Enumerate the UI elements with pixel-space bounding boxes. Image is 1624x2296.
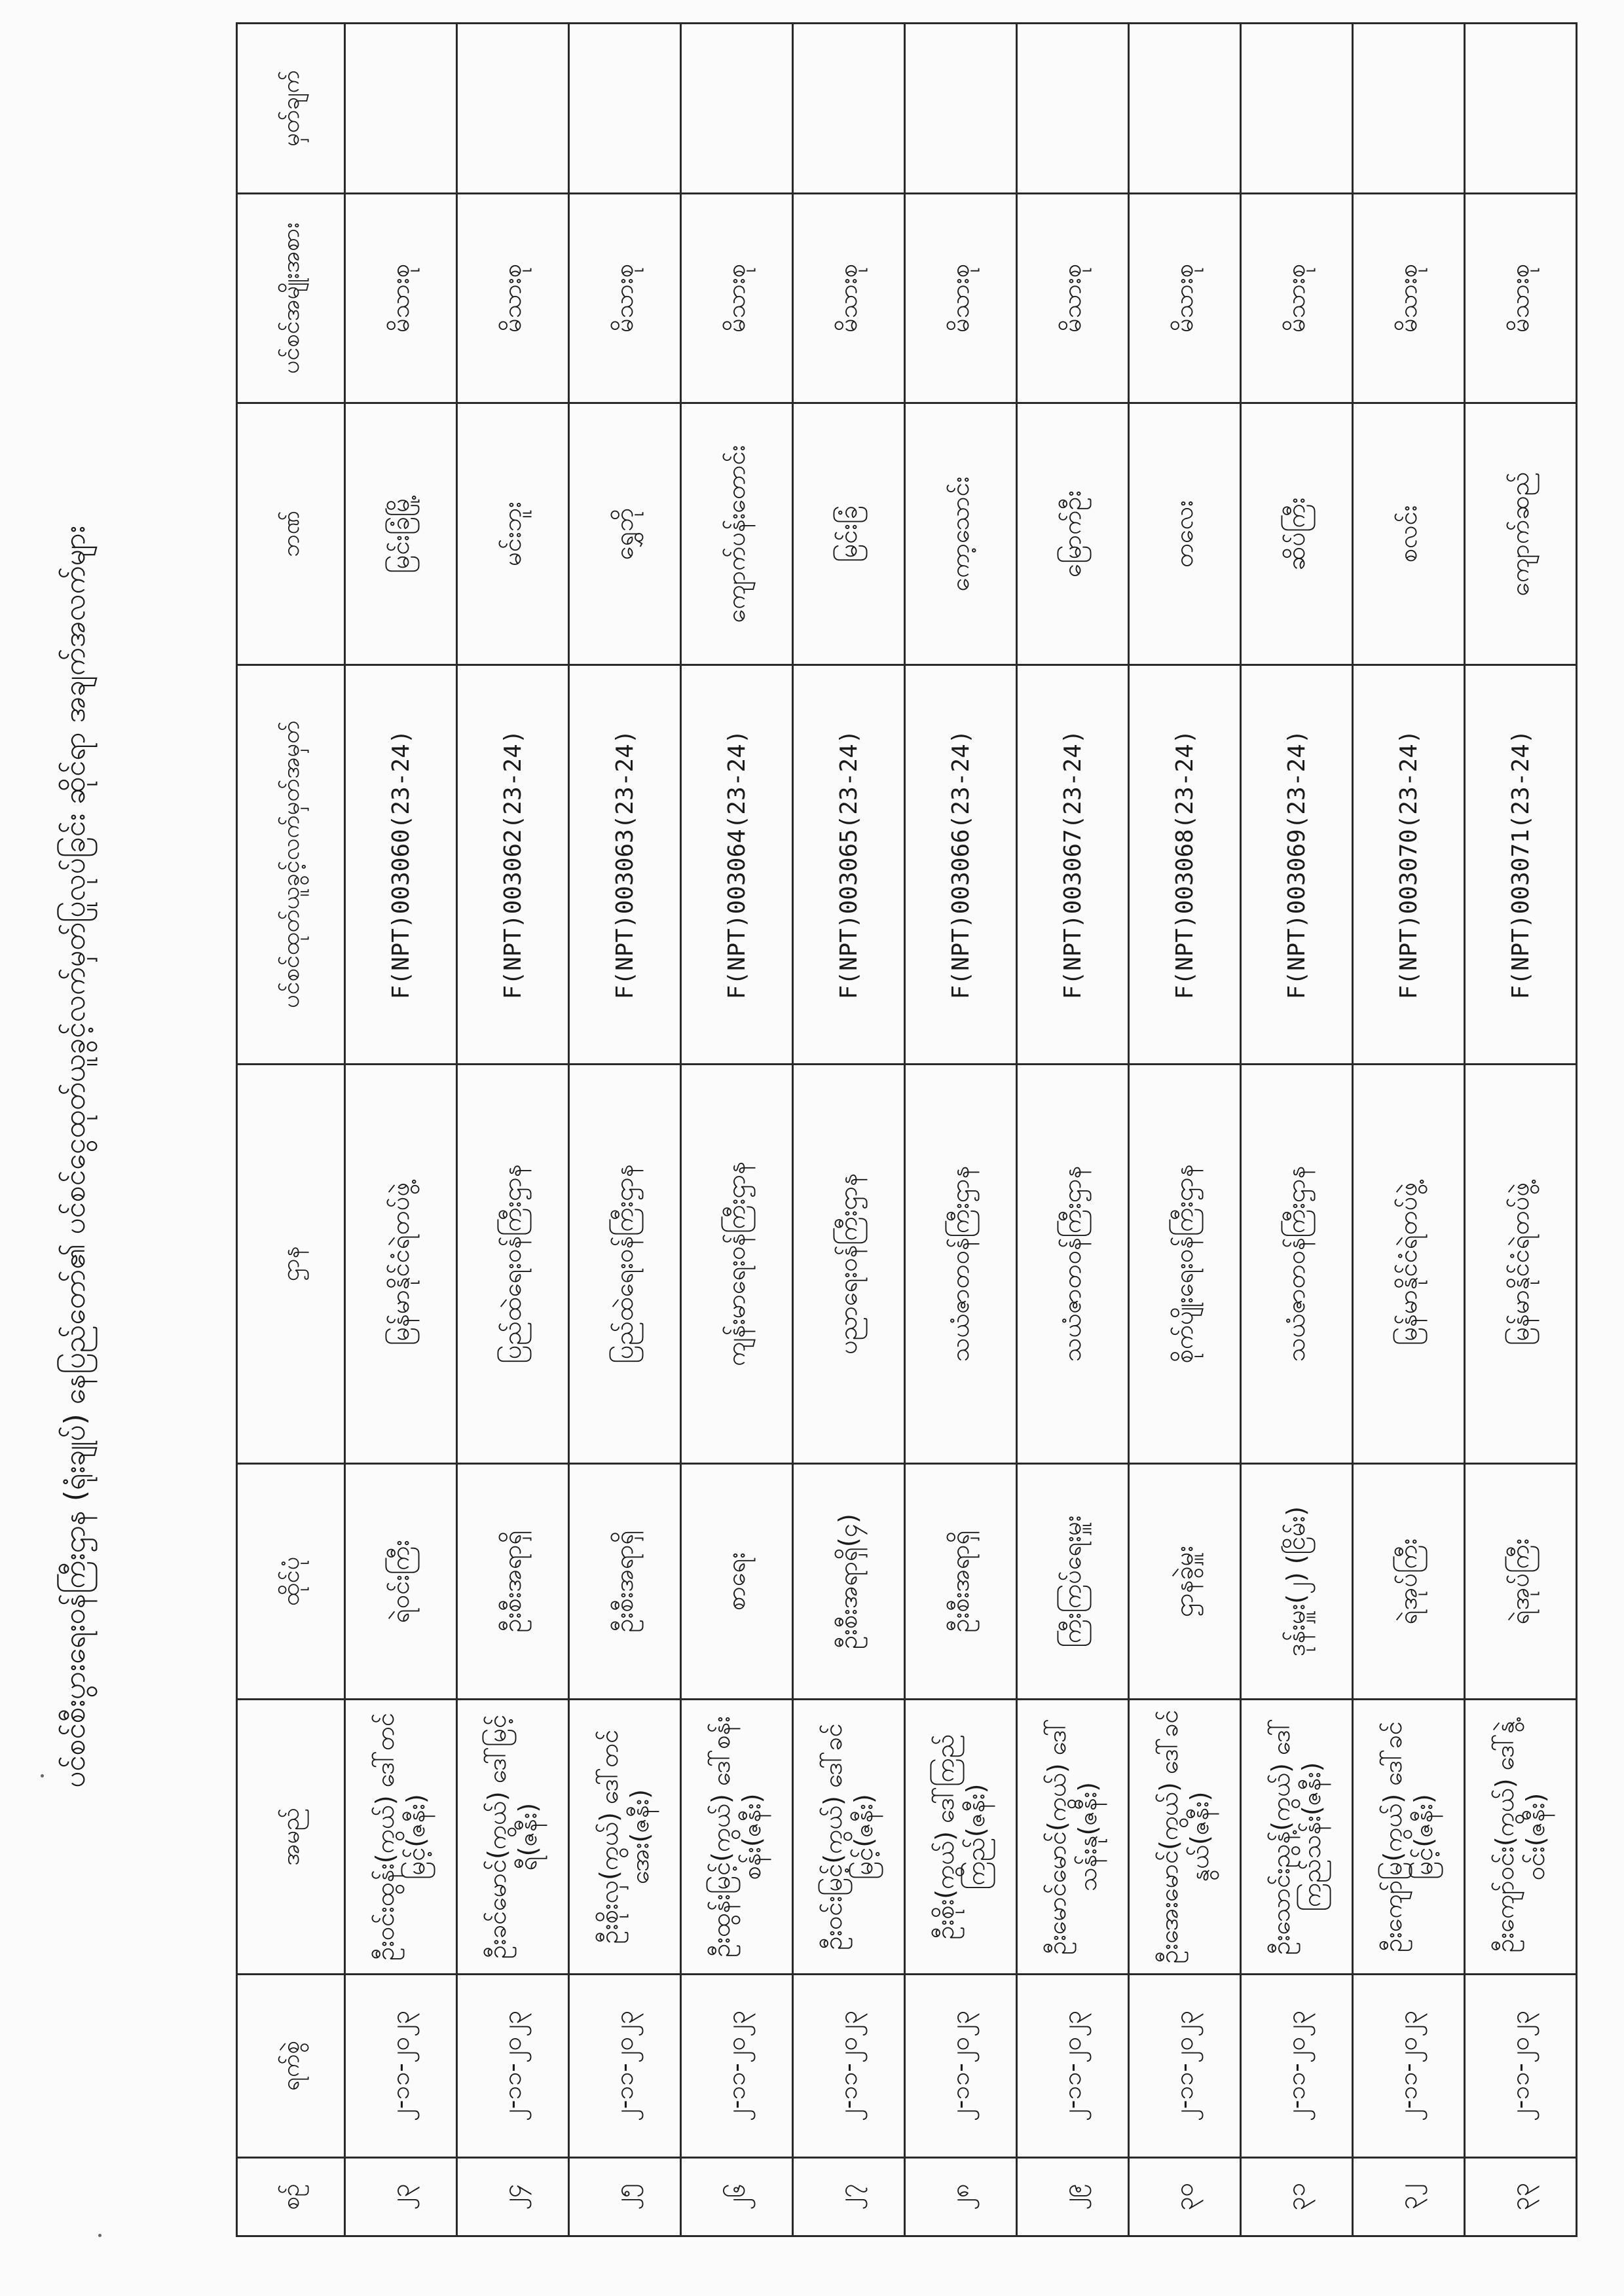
cell-remark: [1129, 24, 1241, 194]
table-row: [1017, 24, 1129, 2236]
cell-date: ၂-၁၁-၂၀၂၃: [457, 1975, 569, 2158]
cell-department: သယံဇာတဝန်ကြီးဌာန: [1241, 1065, 1353, 1464]
cell-position: ကြီးကြပ်ရေးမှူး: [1017, 1464, 1129, 1700]
cell-remark: [569, 24, 681, 194]
cell-pension-type: မိသားစု: [1017, 194, 1129, 403]
cell-date: ၂-၁၁-၂၀၂၃: [681, 1975, 793, 2158]
cell-no: ၃၀: [1129, 2158, 1241, 2236]
cell-bank: ကျောက်ဆည်: [1465, 403, 1577, 665]
table-row: [457, 24, 569, 2236]
cell-remark: [905, 24, 1017, 194]
cell-pension-type: မိသားစု: [681, 194, 793, 403]
cell-position: ရဲဝင်းကြီး: [345, 1464, 457, 1700]
cell-bank: စလင်း: [1353, 403, 1465, 665]
header-no: စဉ်: [237, 2158, 345, 2236]
table-row: [905, 24, 1017, 2236]
cell-bank: ကော့သောင်း: [905, 403, 1017, 665]
cell-license: F(NPT)003071(23-24): [1465, 665, 1577, 1065]
cell-no: ၂၉: [1017, 2158, 1129, 2236]
cell-date: ၂-၁၁-၂၀၂၃: [1241, 1975, 1353, 2158]
cell-position: ဒုန်းမှူး(၂) (ငြိမ်း): [1241, 1464, 1353, 1700]
cell-pension-type: မိသားစု: [905, 194, 1017, 403]
table-row: [345, 24, 457, 2236]
cell-date: ၂-၁၁-၂၀၂၃: [1017, 1975, 1129, 2158]
cell-position: စာရေး: [681, 1464, 793, 1700]
cell-no: ၂၃: [345, 2158, 457, 2236]
cell-bank: မင်းဘူး: [457, 403, 569, 665]
cell-department: ပြည်ထဲရေးဝန်ကြီးဌာန: [457, 1065, 569, 1464]
cell-bank: ကျောက်ပန်းတောင်း: [681, 403, 793, 665]
cell-name: ဦးစိုး(ကွယ်) ဒေါ်ကြည်ကြည်(ဇနီး): [905, 1700, 1017, 1975]
cell-department: ပညာရေးဝန်ကြီးဌာန: [793, 1065, 905, 1464]
cell-name: ဦးဝင်းထွန်း(ကွယ်) ဒေါ်တင်မြင့်(ဇနီး): [345, 1700, 457, 1975]
header-remark: မှတ်ချက်: [237, 24, 345, 194]
cell-date: ၂-၁၁-၂၀၂၃: [1465, 1975, 1577, 2158]
cell-bank: တလေး: [1129, 403, 1241, 665]
cell-no: ၃၃: [1465, 2158, 1577, 2236]
cell-pension-type: မိသားစု: [1129, 194, 1241, 403]
cell-no: ၃၁: [1241, 2158, 1353, 2236]
header-department: ဌာန: [237, 1065, 345, 1464]
document-title: ပင်စင်စီးပွားရေးဝန်ကြီးဌာန (ရုံးချုပ်) နေပြည်တော်၏ ပင်စင်ငွေထုတ်ယူခွင့်လက်မှတ်ပြုလုပ်ခြင်း ဆိုင်ရာ အချက်အလက်များ: [58, 526, 92, 1788]
cell-bank: ဆိပ်ကြီး: [1241, 403, 1353, 665]
cell-position: ရဲအုပ်ကြီး: [1353, 1464, 1465, 1700]
cell-remark: [1017, 24, 1129, 194]
cell-pension-type: မိသားစု: [569, 194, 681, 403]
cell-pension-type: မိသားစု: [1465, 194, 1577, 403]
cell-department: မြန်မာနိုင်ငံရဲတပ်ဖွဲ့: [1465, 1065, 1577, 1464]
cell-remark: [793, 24, 905, 194]
table-row: [1353, 24, 1465, 2236]
cell-license: F(NPT)003069(23-24): [1241, 665, 1353, 1065]
cell-department: သယံဇာတဝန်ကြီးဌာန: [1017, 1065, 1129, 1464]
cell-date: ၂-၁၁-၂၀၂၃: [569, 1975, 681, 2158]
cell-name: ဦးစိုးလှ(ကွယ်) ဒေါ်တင်အေး(ဇနီး): [569, 1700, 681, 1975]
cell-license: F(NPT)003064(23-24): [681, 665, 793, 1065]
header-pension-type: ပင်စင်အမျိုးအစား: [237, 194, 345, 403]
cell-pension-type: မိသားစု: [1241, 194, 1353, 403]
cell-date: ၂-၁၁-၂၀၂၃: [1353, 1975, 1465, 2158]
cell-pension-type: မိသားစု: [457, 194, 569, 403]
cell-date: ၂-၁၁-၂၀၂၃: [345, 1975, 457, 2158]
cell-no: ၂၅: [569, 2158, 681, 2236]
table-row: [681, 24, 793, 2236]
cell-pension-type: မိသားစု: [1353, 194, 1465, 403]
cell-department: စိုက်ပျိုးရေးဝန်ကြီးဌာန: [1129, 1065, 1241, 1464]
cell-name: ဦးဝင်းမြင့်(ကွယ်) ဒေါ်ခင်မြင့်(ဇနီး): [793, 1700, 905, 1975]
cell-position: ရဲအုပ်ကြီး: [1465, 1464, 1577, 1700]
header-date: ရက်စွဲ: [237, 1975, 345, 2158]
cell-remark: [345, 24, 457, 194]
cell-name: ဦးအေးမောင်(ကွယ်) ဒေါ်ခင်နွယ်(ဇနီး): [1129, 1700, 1241, 1975]
cell-license: F(NPT)003060(23-24): [345, 665, 457, 1065]
table-row: [1465, 24, 1577, 2236]
header-row: [237, 24, 345, 2236]
table-row: [1241, 24, 1353, 2236]
cell-no: ၂၈: [905, 2158, 1017, 2236]
cell-bank: ရွှေဘို: [569, 403, 681, 665]
cell-license: F(NPT)003066(23-24): [905, 665, 1017, 1065]
cell-license: F(NPT)003067(23-24): [1017, 665, 1129, 1065]
cell-no: ၂၄: [457, 2158, 569, 2236]
cell-position: ဦးစီးအရာရှိ: [569, 1464, 681, 1700]
header-license: ပင်စင်ထုတ်ယူခွင့်လက်မှတ်အမှတ်: [237, 665, 345, 1065]
cell-name: ဦးကျော်ဝင်း(ကွယ်) ဒေါ်နွဲ့ဝင်း(ဇနီး): [1465, 1700, 1577, 1975]
cell-remark: [1241, 24, 1353, 194]
table-row: [793, 24, 905, 2236]
cell-license: F(NPT)003063(23-24): [569, 665, 681, 1065]
cell-bank: မြင်းခြံမြို့: [345, 403, 457, 665]
cell-license: F(NPT)003065(23-24): [793, 665, 905, 1065]
cell-remark: [681, 24, 793, 194]
cell-department: သယံဇာတဝန်ကြီးဌာန: [905, 1065, 1017, 1464]
cell-remark: [457, 24, 569, 194]
cell-department: ပြည်ထဲရေးဝန်ကြီးဌာန: [569, 1065, 681, 1464]
table-row: [569, 24, 681, 2236]
cell-license: F(NPT)003068(23-24): [1129, 665, 1241, 1065]
cell-department: မြန်မာနိုင်ငံရဲတပ်ဖွဲ့: [345, 1065, 457, 1464]
cell-department: မြန်မာနိုင်ငံရဲတပ်ဖွဲ့: [1353, 1065, 1465, 1464]
header-position: ထိုင်ပုံ: [237, 1464, 345, 1700]
cell-no: ၃၂: [1353, 2158, 1465, 2236]
cell-license: F(NPT)003062(23-24): [457, 665, 569, 1065]
cell-position: ဦးစီးအရာရှိ: [905, 1464, 1017, 1700]
cell-date: ၂-၁၁-၂၀၂၃: [793, 1975, 905, 2158]
cell-bank: မြင်းခြံ: [793, 403, 905, 665]
cell-date: ၂-၁၁-၂၀၂၃: [905, 1975, 1017, 2158]
cell-name: ဦးထွန်းမြင့်(ကွယ်) ဒေါ်စန်းစန်း(ဇနီး): [681, 1700, 793, 1975]
cell-department: ကျန်းမာရေးဝန်ကြီးဌာန: [681, 1065, 793, 1464]
cell-remark: [1353, 24, 1465, 194]
cell-position: ဦးစီးအရာရှိ(၄): [793, 1464, 905, 1700]
cell-bank: မြောက်ဦး: [1017, 403, 1129, 665]
cell-position: ဦးစီးအရာရှိ: [457, 1464, 569, 1700]
records-table: [236, 22, 1578, 2237]
cell-date: ၂-၁၁-၂၀၂၃: [1129, 1975, 1241, 2158]
cell-name: ဦးကျော်မြ(ကွယ်) ဒေါ်ခင်မြင့်(ဇနီး): [1353, 1700, 1465, 1975]
cell-license: F(NPT)003070(23-24): [1353, 665, 1465, 1065]
cell-no: ၂၆: [681, 2158, 793, 2236]
cell-position: ဌာနခွဲမှူး: [1129, 1464, 1241, 1700]
header-name: အမည်: [237, 1700, 345, 1975]
cell-name: ဦးမောင်မောင်(ကွယ်) ဒေါ်သန်းနု(ဇနီး): [1017, 1700, 1129, 1975]
cell-name: ဦးသောင်းညွန့်(ကွယ်) ဒေါ်ကြည်သန်း(ဇနီး): [1241, 1700, 1353, 1975]
table-row: [1129, 24, 1241, 2236]
cell-pension-type: မိသားစု: [345, 194, 457, 403]
cell-no: ၂၇: [793, 2158, 905, 2236]
cell-pension-type: မိသားစု: [793, 194, 905, 403]
cell-name: ဦးခင်မောင်(ကွယ်) ဒေါ်မြင့်ရီ(ဇနီး): [457, 1700, 569, 1975]
cell-remark: [1465, 24, 1577, 194]
header-bank: ဘဏ်: [237, 403, 345, 665]
